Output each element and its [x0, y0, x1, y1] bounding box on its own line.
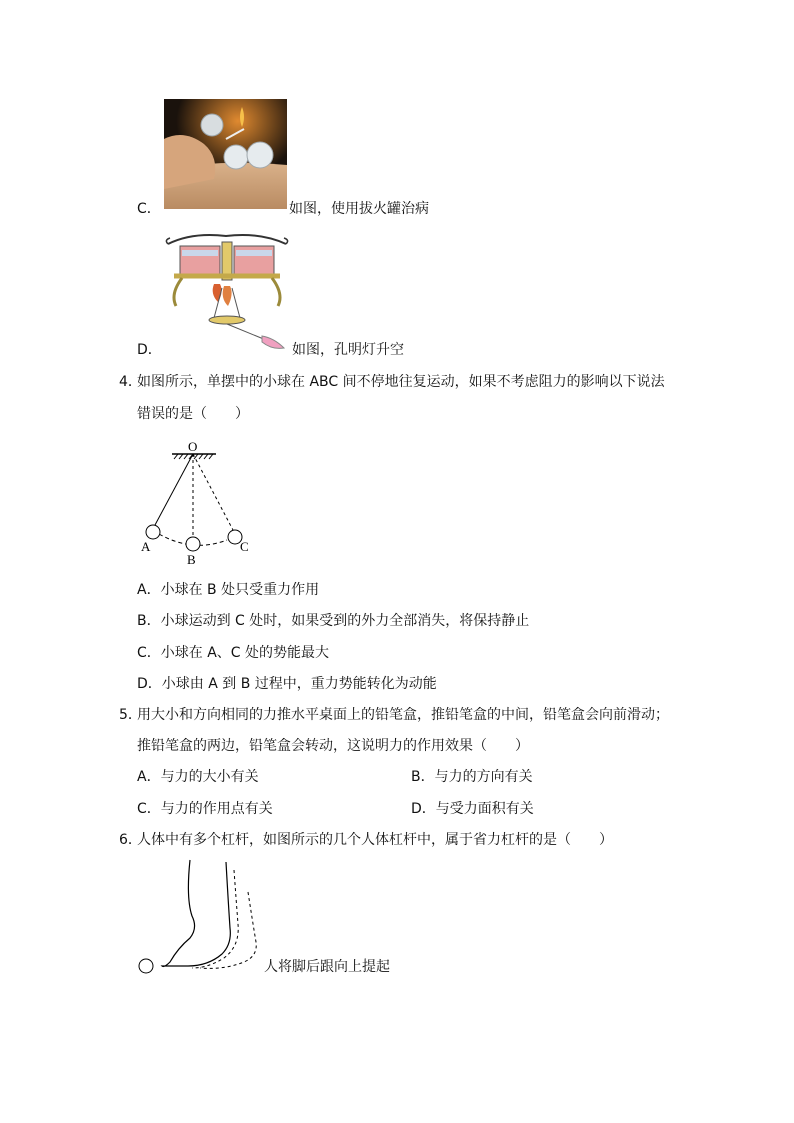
pendulum-label-b: B	[187, 552, 196, 567]
cupping-photo	[164, 99, 287, 209]
option-c-letter: C．	[137, 201, 161, 217]
q5-stem-line1: 用大小和方向相同的力推水平桌面上的铅笔盒，推铅笔盒的中间，铅笔盒会向前滑动；	[137, 707, 669, 723]
pendulum-diagram	[138, 437, 258, 567]
pendulum-label-c: C	[240, 539, 249, 554]
q6-item-marker	[137, 957, 157, 977]
q5-option-a: A．与力的大小有关	[137, 769, 259, 785]
q4-stem-line2: 错误的是（ ）	[137, 406, 249, 422]
option-d-text: 如图，孔明灯升空	[292, 342, 404, 358]
q6-number: 6．	[119, 832, 142, 848]
q5-number: 5．	[119, 707, 142, 723]
kongming-lantern-illustration	[162, 228, 292, 354]
q4-option-a: A．小球在 B 处只受重力作用	[137, 582, 320, 598]
option-d-letter: D．	[137, 342, 162, 358]
q4-option-d: D．小球由 A 到 B 过程中，重力势能转化为动能	[137, 676, 437, 692]
q5-option-b: B．与力的方向有关	[411, 769, 533, 785]
pendulum-label-a: A	[141, 539, 151, 554]
q4-option-b: B．小球运动到 C 处时，如果受到的外力全部消失，将保持静止	[137, 613, 530, 629]
q5-option-d: D．与受力面积有关	[411, 801, 534, 817]
q5-stem-line2: 推铅笔盒的两边，铅笔盒会转动，这说明力的作用效果（ ）	[137, 738, 529, 754]
q5-option-c: C．与力的作用点有关	[137, 801, 273, 817]
q6-item-text: 人将脚后跟向上提起	[264, 959, 390, 975]
q4-stem-line1: 如图所示，单摆中的小球在 ABC 间不停地往复运动，如果不考虑阻力的影响以下说法	[137, 374, 665, 390]
q6-stem: 人体中有多个杠杆，如图所示的几个人体杠杆中，属于省力杠杆的是（ ）	[137, 832, 613, 848]
pendulum-label-o: O	[188, 439, 198, 454]
q4-number: 4．	[119, 374, 142, 390]
option-c-text: 如图，使用拔火罐治病	[289, 201, 429, 217]
q4-option-c: C．小球在 A、C 处的势能最大	[137, 645, 330, 661]
